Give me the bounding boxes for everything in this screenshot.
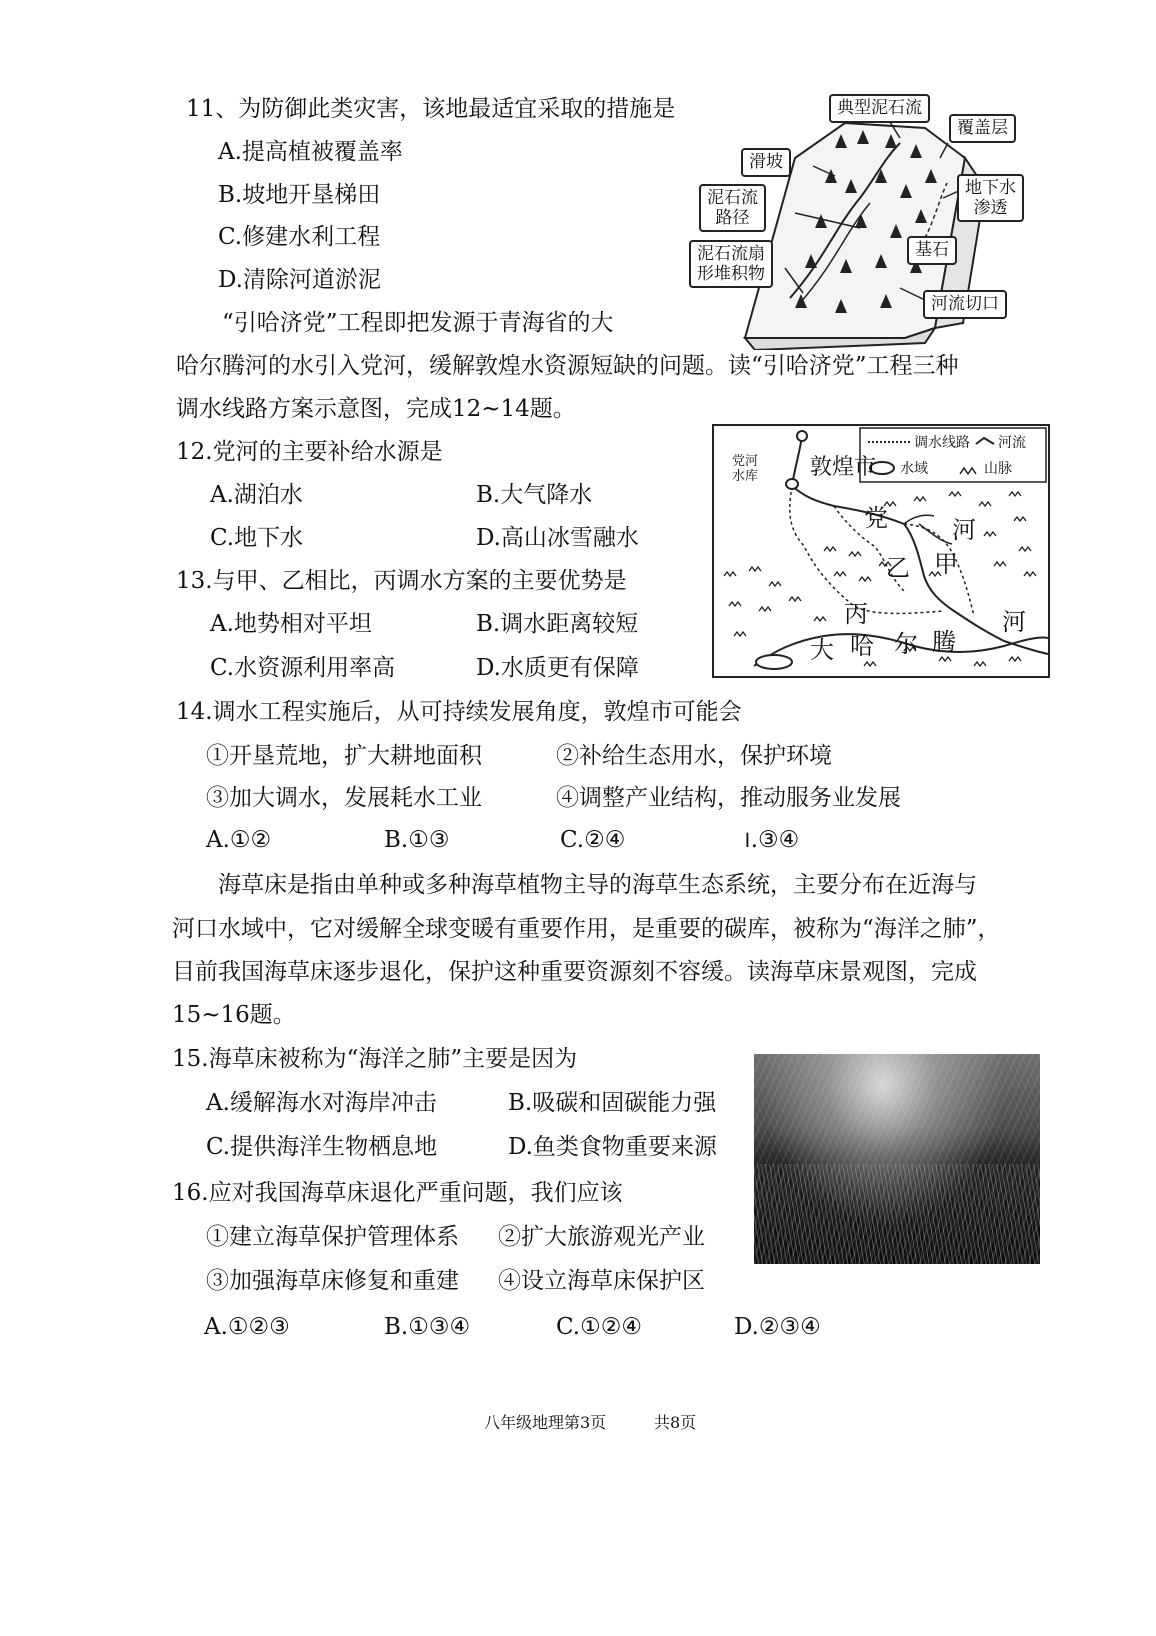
q16-item-1: ①建立海草保护管理体系 bbox=[206, 1224, 459, 1250]
q13-option-a: A.地势相对平坦 bbox=[210, 611, 372, 637]
label-fan-deposit-line2: 形堆积物 bbox=[697, 264, 765, 284]
label-fan-deposit bbox=[689, 240, 773, 288]
debris-flow-diagram bbox=[685, 88, 1045, 350]
map-reservoir-line2: 水库 bbox=[732, 469, 759, 484]
map-label-da: 大 bbox=[810, 636, 834, 664]
q11-option-b: B.坡地开垦梯田 bbox=[218, 182, 381, 208]
q16-option-d: D.②③④ bbox=[734, 1314, 821, 1340]
q14-option-a: A.①② bbox=[206, 827, 272, 853]
seagrass-photo bbox=[754, 1054, 1040, 1264]
label-landslide: 滑坡 bbox=[741, 148, 791, 177]
q16-item-2: ②扩大旅游观光产业 bbox=[498, 1224, 705, 1250]
q14-item-2: ②补给生态用水，保护环境 bbox=[556, 743, 832, 769]
map-label-he-top: 河 bbox=[952, 516, 976, 544]
label-groundwater bbox=[957, 174, 1024, 222]
q16-stem: 16.应对我国海草床退化严重问题，我们应该 bbox=[172, 1180, 623, 1206]
q14-option-d: ।.③④ bbox=[742, 827, 800, 853]
q14-option-b: B.①③ bbox=[384, 827, 450, 853]
legend-route-label: 调水线路 bbox=[914, 435, 970, 451]
footer-page-number: 八年级地理第3页 bbox=[484, 1413, 607, 1432]
legend-mountain-label: 山脉 bbox=[984, 461, 1012, 477]
q12-option-c: C.地下水 bbox=[210, 525, 304, 551]
q11-stem: 11、为防御此类灾害，该地最适宜采取的措施是 bbox=[186, 96, 676, 122]
q14-option-c: C.②④ bbox=[560, 827, 626, 853]
intro3-line1: 海草床是指由单种或多种海草植物主导的海草生态系统，主要分布在近海与 bbox=[218, 872, 977, 898]
q15-option-a: A.缓解海水对海岸冲击 bbox=[206, 1090, 437, 1116]
label-debris-path-line1: 泥石流 bbox=[707, 188, 758, 208]
legend-river-label: 河流 bbox=[998, 435, 1026, 451]
q12-option-b: B.大气降水 bbox=[476, 482, 593, 508]
q13-stem: 13.与甲、乙相比，丙调水方案的主要优势是 bbox=[176, 568, 627, 594]
q13-option-c: C.水资源利用率高 bbox=[210, 655, 396, 681]
q15-stem: 15.海草床被称为“海洋之肺”主要是因为 bbox=[172, 1046, 578, 1072]
label-bedrock: 基石 bbox=[907, 236, 957, 265]
label-typical-debris-flow: 典型泥石流 bbox=[829, 94, 930, 123]
footer-total-pages: 共8页 bbox=[654, 1413, 697, 1432]
q12-option-d: D.高山冰雪融水 bbox=[476, 525, 639, 551]
q13-option-b: B.调水距离较短 bbox=[476, 611, 639, 637]
label-groundwater-line1: 地下水 bbox=[965, 178, 1016, 198]
map-label-yi: 乙 bbox=[886, 554, 910, 582]
q16-option-a: A.①②③ bbox=[204, 1314, 290, 1340]
label-groundwater-line2: 渗透 bbox=[973, 198, 1008, 218]
q13-option-d: D.水质更有保障 bbox=[476, 655, 639, 681]
q11-option-d: D.清除河道淤泥 bbox=[218, 267, 381, 293]
q15-option-c: C.提供海洋生物栖息地 bbox=[206, 1134, 438, 1160]
map-label-dang: 党 bbox=[864, 504, 888, 532]
q15-option-b: B.吸碳和固碳能力强 bbox=[508, 1090, 717, 1116]
q14-item-3: ③加大调水，发展耗水工业 bbox=[206, 785, 482, 811]
q12-option-a: A.湖泊水 bbox=[210, 482, 303, 508]
q16-item-3: ③加强海草床修复和重建 bbox=[206, 1268, 459, 1294]
q16-item-4: ④设立海草床保护区 bbox=[498, 1268, 705, 1294]
label-fan-deposit-line1: 泥石流扇 bbox=[697, 244, 765, 264]
intro2-line3: 调水线路方案示意图，完成12~14题。 bbox=[176, 396, 576, 422]
map-label-jia: 甲 bbox=[934, 550, 958, 578]
intro3-line2: 河口水域中，它对缓解全球变暖有重要作用，是重要的碳库，被称为“海洋之肺”， bbox=[172, 916, 1001, 942]
q14-item-4: ④调整产业结构，推动服务业发展 bbox=[556, 785, 901, 811]
map-reservoir-label bbox=[732, 454, 758, 484]
label-river-cut: 河流切口 bbox=[923, 290, 1007, 319]
legend-water-label: 水域 bbox=[900, 461, 928, 477]
q14-item-1: ①开垦荒地，扩大耕地面积 bbox=[206, 743, 482, 769]
map-label-bing: 丙 bbox=[844, 600, 868, 628]
intro3-line3: 目前我国海草床逐步退化，保护这种重要资源刻不容缓。读海草床景观图，完成 bbox=[172, 959, 977, 985]
q11-option-a: A.提高植被覆盖率 bbox=[218, 139, 403, 165]
water-transfer-map bbox=[712, 424, 1050, 678]
q15-option-d: D.鱼类食物重要来源 bbox=[508, 1134, 717, 1160]
q16-option-c: C.①②④ bbox=[556, 1314, 642, 1340]
map-reservoir-line1: 党河 bbox=[732, 454, 759, 469]
q11-option-c: C.修建水利工程 bbox=[218, 224, 381, 250]
q14-stem: 14.调水工程实施后，从可持续发展角度，敦煌市可能会 bbox=[176, 699, 742, 725]
seagrass-bed-texture bbox=[754, 1164, 1040, 1264]
q12-stem: 12.党河的主要补给水源是 bbox=[176, 439, 443, 465]
label-cover-layer: 覆盖层 bbox=[949, 114, 1016, 143]
intro2-line1: “引哈济党”工程即把发源于青海省的大 bbox=[222, 310, 614, 336]
q16-option-b: B.①③④ bbox=[384, 1314, 471, 1340]
map-label-ha: 哈 bbox=[850, 632, 874, 660]
label-debris-path-line2: 路径 bbox=[715, 208, 750, 228]
intro3-line4: 15~16题。 bbox=[172, 1002, 296, 1028]
map-label-teng: 腾 bbox=[932, 628, 956, 656]
map-label-he-right: 河 bbox=[1002, 608, 1026, 636]
label-debris-path bbox=[699, 184, 766, 232]
map-label-er: 尔 bbox=[894, 630, 918, 658]
intro2-line2: 哈尔腾河的水引入党河，缓解敦煌水资源短缺的问题。读“引哈济党”工程三种 bbox=[176, 353, 959, 379]
map-city-label: 敦煌市 bbox=[810, 455, 877, 480]
